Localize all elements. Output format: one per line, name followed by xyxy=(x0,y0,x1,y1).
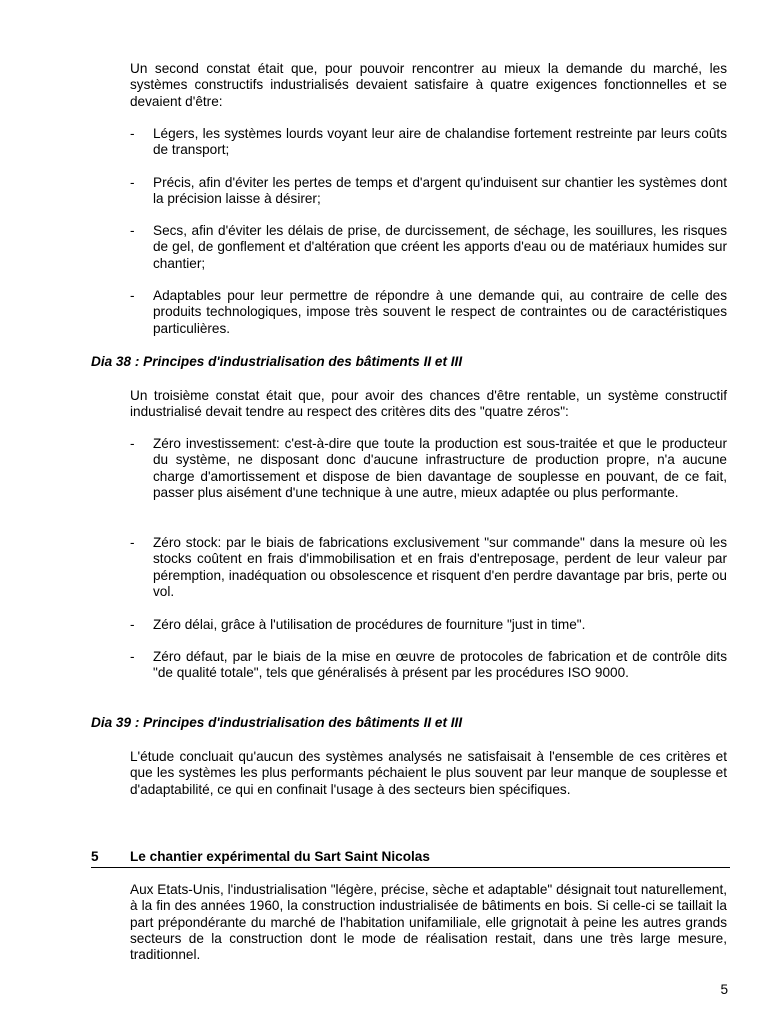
dia-39-caption: Dia 39 : Principes d'industrialisation des bâtiments II et III xyxy=(91,715,463,730)
bullet-dash: - xyxy=(130,175,135,190)
page-number: 5 xyxy=(720,982,728,997)
list-item-zero-delai xyxy=(130,617,727,633)
bullet-dash: - xyxy=(130,649,135,664)
paragraph-troisieme-constat: Un troisième constat était que, pour avoir des chances d'être rentable, un système constructif industrialisé devait tendre au respect des critères dits des "quatre zéros": xyxy=(130,388,727,420)
section-heading xyxy=(91,849,730,868)
bullet-dash: - xyxy=(130,223,135,238)
list-item-precis xyxy=(130,175,727,208)
paragraph-etude-concluait: L'étude concluait qu'aucun des systèmes analysés ne satisfaisait à l'ensemble de ces critères et que les systèmes les plus performants péchaient le plus souvent par leur manque de souplesse et d'adaptabilité, ce qui en confinait l'usage à des secteurs bien spécifiques. xyxy=(130,749,727,797)
list-item-zero-investissement xyxy=(130,436,727,501)
bullet-dash: - xyxy=(130,288,135,303)
list-item-zero-defaut xyxy=(130,649,727,682)
bullet-dash: - xyxy=(130,436,135,451)
section-title: Le chantier expérimental du Sart Saint Nicolas xyxy=(130,849,430,864)
list-item-adaptables xyxy=(130,288,727,337)
list-item-text: Zéro investissement: c'est-à-dire que toute la production est sous-traitée et que le producteur du système, ne disposant donc d'aucune infrastructure de production propre, n'a aucune charge d'amortissement et dispose de bien davantage de souplesse en pouvant, de ce fait, passer plus aisément d'une technique à une autre, mieux adaptée ou plus performante. xyxy=(153,436,727,500)
bullet-dash: - xyxy=(130,617,135,632)
list-item-secs xyxy=(130,223,727,272)
list-item-legers xyxy=(130,126,727,159)
paragraph-etats-unis: Aux Etats-Unis, l'industrialisation "légère, précise, sèche et adaptable" désignait tout naturellement, à la fin des années 1960, la construction industrialisée de bâtiments en bois. Si celle-ci se taillait la part prépondérante du marché de l'habitation unifamiliale, elle grignotait à peine les autres grands secteurs de la construction dont le mode de réalisation restait, dans une très large mesure, traditionnel. xyxy=(130,882,727,963)
bullet-dash: - xyxy=(130,126,135,141)
list-item-text: Zéro défaut, par le biais de la mise en œuvre de protocoles de fabrication et de contrôle dits "de qualité totale", tels que généralisés à présent par les procédures ISO 9000. xyxy=(153,649,727,681)
section-number: 5 xyxy=(91,849,99,864)
list-item-text: Zéro délai, grâce à l'utilisation de procédures de fourniture "just in time". xyxy=(153,617,586,632)
list-item-text: Zéro stock: par le biais de fabrications exclusivement "sur commande" dans la mesure où les stocks coûtent en frais d'immobilisation et en frais d'entreposage, perdent de leur valeur par péremption, inadéquation ou obsolescence et risquent d'en perdre davantage par bris, perte ou vol. xyxy=(153,535,727,599)
list-item-zero-stock xyxy=(130,535,727,600)
paragraph-second-constat: Un second constat était que, pour pouvoir rencontrer au mieux la demande du marché, les systèmes constructifs industrialisés devaient satisfaire à quatre exigences fonctionnelles et se devaient d'être: xyxy=(130,61,727,109)
list-item-text: Adaptables pour leur permettre de répondre à une demande qui, au contraire de celle des produits technologiques, impose très souvent le respect de contraintes ou de caractéristiques particulières. xyxy=(153,288,727,336)
bullet-dash: - xyxy=(130,535,135,550)
dia-38-caption: Dia 38 : Principes d'industrialisation des bâtiments II et III xyxy=(91,354,463,369)
list-item-text: Légers, les systèmes lourds voyant leur aire de chalandise fortement restreinte par leurs coûts de transport; xyxy=(153,126,727,158)
list-item-text: Secs, afin d'éviter les délais de prise, de durcissement, de séchage, les souillures, les risques de gel, de gonflement et d'altération que créent les apports d'eau ou de matériaux humides sur chantier; xyxy=(153,223,727,271)
list-item-text: Précis, afin d'éviter les pertes de temps et d'argent qu'induisent sur chantier les systèmes dont la précision laisse à désirer; xyxy=(153,175,727,207)
